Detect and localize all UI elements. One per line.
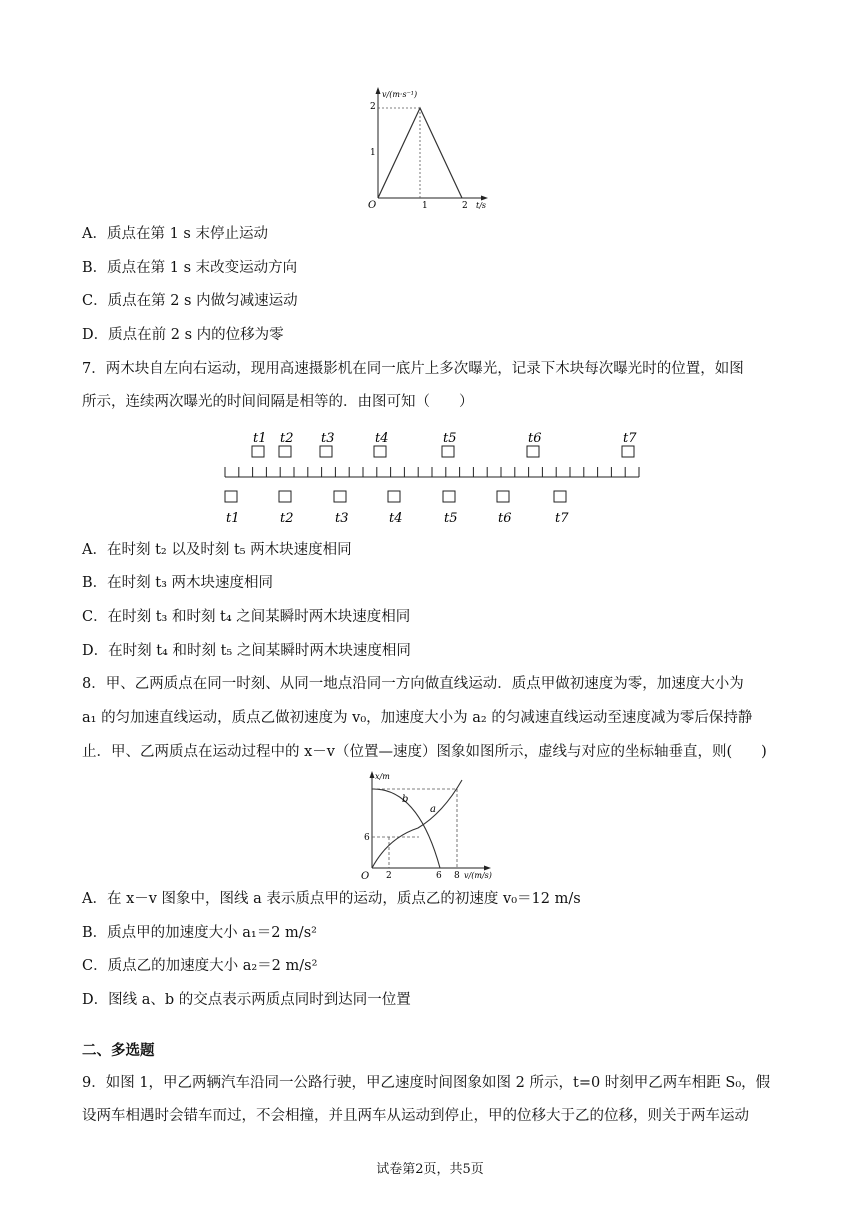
q6-option-b: B．质点在第 1 s 末改变运动方向: [82, 260, 298, 276]
xv-x-tick-2: 2: [386, 871, 392, 881]
vt-x-tick-2: 2: [462, 201, 468, 211]
xv-x-label: v/(m/s): [464, 871, 492, 880]
bottom-label-3: t3: [335, 511, 349, 526]
q8-option-d: D．图线 a、b 的交点表示两质点同时到达同一位置: [82, 992, 411, 1008]
vt-origin: O: [368, 200, 377, 211]
q6-option-a: A．质点在第 1 s 末停止运动: [82, 226, 268, 242]
vt-y-tick-1: 1: [370, 148, 376, 158]
q7-stem-line1: 7．两木块自左向右运动，现用高速摄影机在同一底片上多次曝光，记录下木块每次曝光时的位置，如图: [82, 361, 744, 377]
q7-option-b: B．在时刻 t₃ 两木块速度相同: [82, 575, 274, 591]
top-label-1: t1: [253, 431, 267, 446]
xv-y-label: x/m: [375, 772, 390, 781]
section-heading-multi: 二、多选题: [82, 1042, 155, 1059]
top-block-2: [279, 446, 291, 457]
bottom-block-7: [554, 491, 566, 502]
q7-option-c: C．在时刻 t₃ 和时刻 t₄ 之间某瞬时两木块速度相同: [82, 609, 411, 625]
bottom-label-6: t6: [498, 511, 512, 526]
q8-stem-line2: a₁ 的匀加速直线运动，质点乙做初速度为 v₀，加速度大小为 a₂ 的匀减速直线运动至速度减为零后保持静: [82, 710, 753, 726]
bottom-block-4: [388, 491, 400, 502]
q7-option-a: A．在时刻 t₂ 以及时刻 t₅ 两木块速度相同: [82, 542, 352, 558]
xv-curve-a: [372, 780, 462, 868]
xv-y-arrow: [370, 771, 375, 778]
top-blocks: [252, 431, 637, 457]
top-label-6: t6: [528, 431, 542, 446]
xv-label-b: b: [402, 794, 409, 805]
top-block-6: [527, 446, 539, 457]
top-label-4: t4: [375, 431, 389, 446]
top-block-5: [442, 446, 454, 457]
top-block-3: [320, 446, 332, 457]
vt-x-tick-1: 1: [422, 201, 428, 211]
vt-y-tick-2: 2: [370, 102, 376, 112]
ruler: [225, 467, 639, 477]
xv-x-arrow: [484, 866, 491, 871]
vt-y-arrow: [376, 87, 381, 94]
q8-stem-line1: 8．甲、乙两质点在同一时刻、从同一地点沿同一方向做直线运动．质点甲做初速度为零，加速度大小为: [82, 676, 744, 692]
xv-x-tick-8: 8: [454, 871, 460, 881]
bottom-blocks: [225, 491, 569, 526]
vt-graph: [360, 84, 500, 214]
xv-graph: [358, 768, 508, 886]
top-block-7: [622, 446, 634, 457]
bottom-label-4: t4: [389, 511, 403, 526]
top-label-7: t7: [623, 431, 637, 446]
top-label-5: t5: [443, 431, 457, 446]
bottom-block-6: [497, 491, 509, 502]
vt-x-label: t/s: [476, 201, 487, 210]
xv-x-tick-6: 6: [436, 871, 442, 881]
xv-origin: O: [361, 871, 370, 882]
xv-label-a: a: [430, 804, 436, 815]
q8-option-c: C．质点乙的加速度大小 a₂＝2 m/s²: [82, 958, 318, 974]
q8-option-b: B．质点甲的加速度大小 a₁＝2 m/s²: [82, 925, 317, 941]
vt-x-arrow: [481, 196, 488, 201]
bottom-label-2: t2: [280, 511, 294, 526]
xv-y-tick-6: 6: [364, 833, 370, 843]
exposure-figure: [215, 425, 655, 530]
vt-y-label: v/(m·s⁻¹): [382, 90, 418, 99]
q9-stem-line1: 9．如图 1，甲乙两辆汽车沿同一公路行驶，甲乙速度时间图象如图 2 所示，t=0 时刻甲乙两车相距 S₀，假: [82, 1075, 771, 1091]
bottom-label-1: t1: [226, 511, 240, 526]
top-label-2: t2: [280, 431, 294, 446]
bottom-label-5: t5: [444, 511, 458, 526]
top-block-1: [252, 446, 264, 457]
bottom-block-3: [334, 491, 346, 502]
q9-stem-line2: 设两车相遇时会错车而过，不会相撞，并且两车从运动到停止，甲的位移大于乙的位移，则关于两车运动: [82, 1108, 749, 1124]
q8-option-a: A．在 x－v 图象中，图线 a 表示质点甲的运动，质点乙的初速度 v₀＝12 m/s: [82, 891, 581, 907]
bottom-block-5: [443, 491, 455, 502]
q7-option-d: D．在时刻 t₄ 和时刻 t₅ 之间某瞬时两木块速度相同: [82, 643, 411, 659]
bottom-block-2: [279, 491, 291, 502]
top-block-4: [374, 446, 386, 457]
q8-stem-line3: 止．甲、乙两质点在运动过程中的 x－v（位置—速度）图象如图所示，虚线与对应的坐标轴垂直，则( ): [82, 744, 767, 760]
bottom-block-1: [225, 491, 237, 502]
page-footer: 试卷第2页，共5页: [376, 1162, 484, 1177]
bottom-label-7: t7: [555, 511, 569, 526]
q6-option-c: C．质点在第 2 s 内做匀减速运动: [82, 293, 298, 309]
q7-stem-line2: 所示，连续两次曝光的时间间隔是相等的．由图可知（ ）: [82, 394, 474, 410]
q6-option-d: D．质点在前 2 s 内的位移为零: [82, 327, 284, 343]
top-label-3: t3: [321, 431, 335, 446]
